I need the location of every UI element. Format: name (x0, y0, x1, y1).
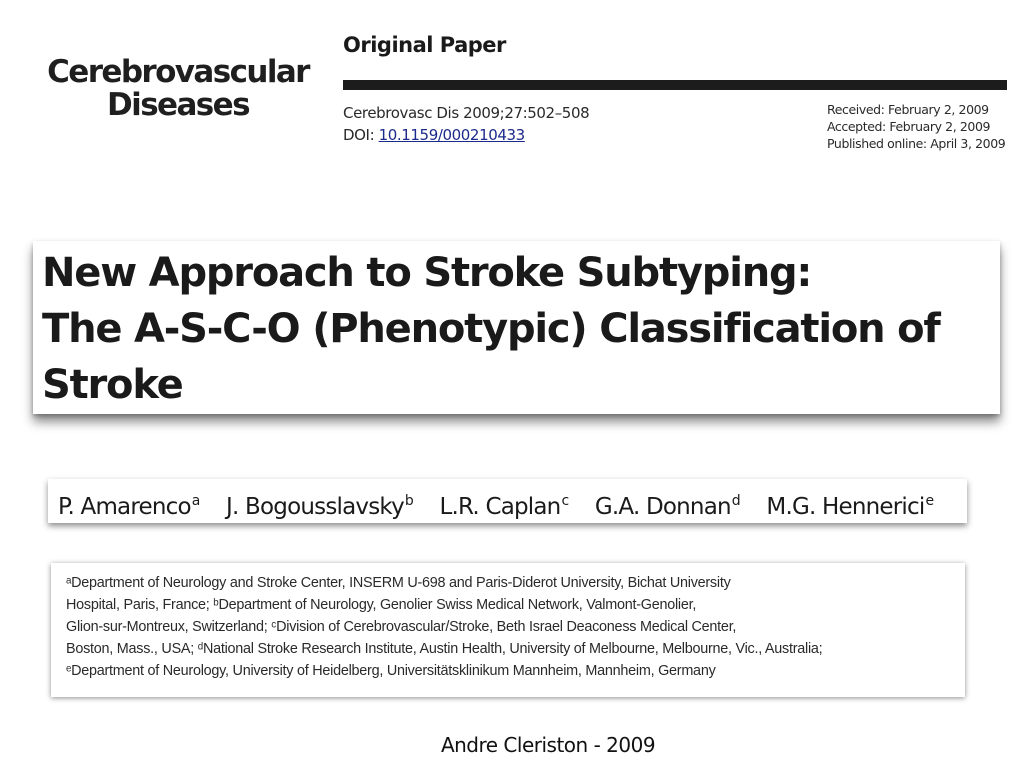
affiliation-line-4: Boston, Mass., USA; ᵈNational Stroke Research Institute, Austin Health, University of Melbourne, Melbourne, Vic., Australia; (66, 641, 823, 657)
citation-block (343, 102, 589, 146)
affiliation-line-2: Hospital, Paris, France; ᵇDepartment of Neurology, Genolier Swiss Medical Network, Valmont-Genolier, (66, 597, 697, 613)
author-affiliation-mark: b (404, 493, 414, 509)
author-affiliation-mark: c (561, 493, 569, 509)
header-rule (343, 80, 1007, 90)
author-name: G.A. Donnan (594, 493, 731, 520)
author-bogousslavsky (226, 494, 413, 520)
author-name: L.R. Caplan (439, 493, 561, 520)
title-box (33, 241, 1000, 414)
author-name: M.G. Hennerici (766, 493, 925, 520)
publication-dates (827, 101, 1005, 152)
author-name: P. Amarenco (58, 493, 191, 520)
affiliations-text (66, 572, 961, 682)
author-affiliation-mark: e (925, 493, 934, 509)
author-affiliation-mark: a (191, 493, 200, 509)
section-label: Original Paper (343, 33, 506, 57)
author-caplan (440, 494, 569, 520)
journal-logo-line1: Cerebrovascular (47, 54, 309, 90)
slide-footer: Andre Cleriston - 2009 (440, 733, 656, 757)
affiliation-line-5: ᵉDepartment of Neurology, University of Heidelberg, Universitätsklinikum Mannheim, Mannheim, Germany (66, 663, 716, 679)
title-line-1: New Approach to Stroke Subtyping: (42, 250, 812, 296)
journal-logo (38, 56, 318, 122)
author-affiliation-mark: d (731, 493, 740, 509)
affiliations-box (51, 563, 965, 697)
author-hennerici (766, 494, 933, 520)
author-list (58, 487, 953, 521)
author-name: J. Bogousslavsky (226, 493, 404, 520)
published-date: Published online: April 3, 2009 (827, 136, 1006, 151)
author-amarenco (58, 494, 200, 520)
journal-logo-line2: Diseases (107, 87, 249, 123)
accepted-date: Accepted: February 2, 2009 (827, 119, 991, 134)
paper-title (42, 245, 997, 413)
affiliation-line-1: ᵃDepartment of Neurology and Stroke Center, INSERM U-698 and Paris-Diderot University, Bichat University (66, 575, 731, 591)
doi-label: DOI: (343, 126, 379, 144)
author-donnan (595, 494, 740, 520)
authors-box (48, 479, 967, 523)
doi-line (343, 124, 589, 146)
affiliation-line-3: Glion-sur-Montreux, Switzerland; ᶜDivision of Cerebrovascular/Stroke, Beth Israel Deaconess Medical Center, (66, 619, 737, 635)
citation-text: Cerebrovasc Dis 2009;27:502–508 (343, 104, 590, 122)
received-date: Received: February 2, 2009 (827, 102, 989, 117)
doi-link[interactable]: 10.1159/000210433 (378, 126, 525, 144)
title-line-2: The A-S-C-O (Phenotypic) Classification of (42, 306, 940, 352)
title-line-3: Stroke (42, 362, 183, 408)
